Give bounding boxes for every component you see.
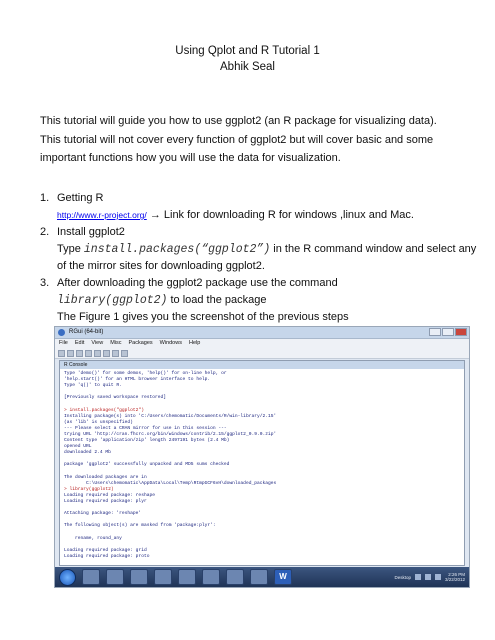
start-button-icon[interactable] — [59, 569, 76, 586]
copy-icon[interactable] — [85, 350, 92, 357]
flag-icon[interactable] — [435, 574, 441, 580]
close-icon[interactable] — [455, 328, 467, 336]
library-command: library(ggplot2) — [57, 294, 168, 307]
install-command: install.packages(“ggplot2”) — [83, 243, 271, 256]
step-3-heading: After downloading the ggplot2 package use the command — [57, 277, 338, 289]
print-icon[interactable] — [121, 350, 128, 357]
title-line-2: Abhik Seal — [220, 61, 275, 73]
taskbar-firefox-icon[interactable] — [202, 569, 220, 585]
rgui-menubar — [55, 339, 469, 348]
console-line: > library(ggplot2) — [64, 486, 114, 492]
intro-paragraph: This tutorial will guide you how to use ggplot2 (an R package for visualizing data). This tutorial will not cover every function of ggplot2 but will cover basic and some important functions how you will use the data for visualization. — [40, 115, 437, 164]
step-1 — [40, 190, 480, 224]
console-line: Type 'q()' to quit R. — [64, 383, 122, 389]
taskbar-word-icon[interactable]: W — [274, 569, 292, 585]
r-app-icon — [58, 329, 65, 336]
desktop-toolbar-label[interactable]: Desktop — [394, 574, 411, 580]
menu-view[interactable]: View — [91, 340, 104, 346]
load-workspace-icon[interactable] — [67, 350, 74, 357]
rgui-screenshot-figure — [54, 326, 470, 588]
console-line: rename, round_any — [64, 535, 122, 541]
console-line: opened URL — [64, 444, 92, 450]
taskbar-chrome-icon[interactable] — [178, 569, 196, 585]
console-line: Loading required package: reshape — [64, 492, 155, 498]
copy-paste-icon[interactable] — [103, 350, 110, 357]
console-line: Loading required package: plyr — [64, 498, 147, 504]
menu-file[interactable]: File — [59, 340, 68, 346]
step-2 — [40, 224, 480, 275]
console-line: 'help.start()' for an HTML browser interface to help. — [64, 377, 211, 383]
console-line: Type 'demo()' for some demos, 'help()' for on-line help, or — [64, 371, 227, 376]
taskbar-ie-icon[interactable] — [82, 569, 100, 585]
tray-time: 2:26 PM — [448, 572, 465, 577]
title-line-1: Using Qplot and R Tutorial 1 — [175, 45, 320, 57]
document-title — [0, 43, 495, 75]
step-1-number: 1. — [40, 192, 50, 204]
menu-edit[interactable]: Edit — [74, 340, 85, 346]
console-line: Loading required package: proto — [64, 553, 150, 559]
taskbar-r-icon[interactable] — [226, 569, 244, 585]
stop-icon[interactable] — [112, 350, 119, 357]
volume-icon[interactable] — [425, 574, 431, 580]
rgui-toolbar — [55, 348, 469, 359]
network-icon[interactable] — [415, 574, 421, 580]
console-line: Attaching package: 'reshape' — [64, 511, 142, 517]
console-line: [Previously saved workspace restored] — [64, 395, 166, 401]
console-line: Loading required package: grid — [64, 547, 147, 553]
taskbar-app-icon[interactable] — [250, 569, 268, 585]
console-line: downloaded 2.4 Mb — [64, 450, 111, 456]
tray-clock[interactable] — [445, 572, 465, 582]
step-3 — [40, 275, 480, 326]
console-line: (as 'lib' is unspecified) — [64, 419, 133, 425]
taskbar-pdf-icon[interactable] — [154, 569, 172, 585]
taskbar-media-icon[interactable] — [130, 569, 148, 585]
step-2-pre: Type — [57, 243, 84, 255]
r-project-link[interactable]: http://www.r-project.org/ — [57, 210, 147, 220]
r-console-title: R Console — [60, 361, 464, 369]
console-line: --- Please select a CRAN mirror for use in this session --- — [64, 425, 227, 431]
console-line: Content type 'application/zip' length 2497191 bytes (2.4 Mb) — [64, 438, 230, 444]
step-1-link-description: → Link for downloading R for windows ,linux and Mac. — [146, 209, 414, 221]
menu-help[interactable]: Help — [188, 340, 201, 346]
console-line: Installing package(s) into 'C:/Users/chemomatic/Documents/R/win-library/2.15' — [64, 413, 277, 419]
r-console-output[interactable] — [60, 369, 464, 562]
console-line: C:\Users\chemomatic\AppData\Local\Temp\RtmpGCF6vH\downloaded_packages — [64, 480, 277, 486]
menu-packages[interactable]: Packages — [128, 340, 153, 346]
step-2-heading: Install ggplot2 — [57, 226, 125, 238]
console-line: package 'ggplot2' successfully unpacked and MD5 sums checked — [64, 462, 230, 468]
rgui-titlebar — [55, 327, 469, 339]
console-line: trying URL 'http://cran.fhcrc.org/bin/windows/contrib/2.15/ggplot2_0.9.0.zip' — [64, 431, 277, 437]
maximize-icon[interactable] — [442, 328, 454, 336]
step-1-heading: Getting R — [57, 192, 104, 204]
step-3-number: 3. — [40, 277, 50, 289]
paste-icon[interactable] — [94, 350, 101, 357]
console-line: The following object(s) are masked from 'package:plyr': — [64, 523, 216, 529]
console-line: The downloaded packages are in — [64, 474, 147, 480]
taskbar-explorer-icon[interactable] — [106, 569, 124, 585]
figure-note: The Figure 1 gives you the screenshot of the previous steps — [57, 311, 349, 323]
tray-date: 3/22/2012 — [444, 577, 465, 582]
console-line: > install.packages("ggplot2") — [64, 407, 144, 413]
minimize-icon[interactable] — [429, 328, 441, 336]
rgui-window-title: RGui (64-bit) — [69, 329, 104, 335]
step-2-number: 2. — [40, 226, 50, 238]
menu-windows[interactable]: Windows — [159, 340, 182, 346]
save-workspace-icon[interactable] — [76, 350, 83, 357]
step-2-post: in the R command window and select any of the mirror sites for downloading ggplot2. — [57, 243, 477, 272]
open-script-icon[interactable] — [58, 350, 65, 357]
r-console-window — [59, 360, 465, 566]
windows-taskbar — [55, 567, 469, 587]
system-tray — [394, 572, 469, 582]
step-3-post: to load the package — [167, 294, 267, 306]
menu-misc[interactable]: Misc — [110, 340, 122, 346]
